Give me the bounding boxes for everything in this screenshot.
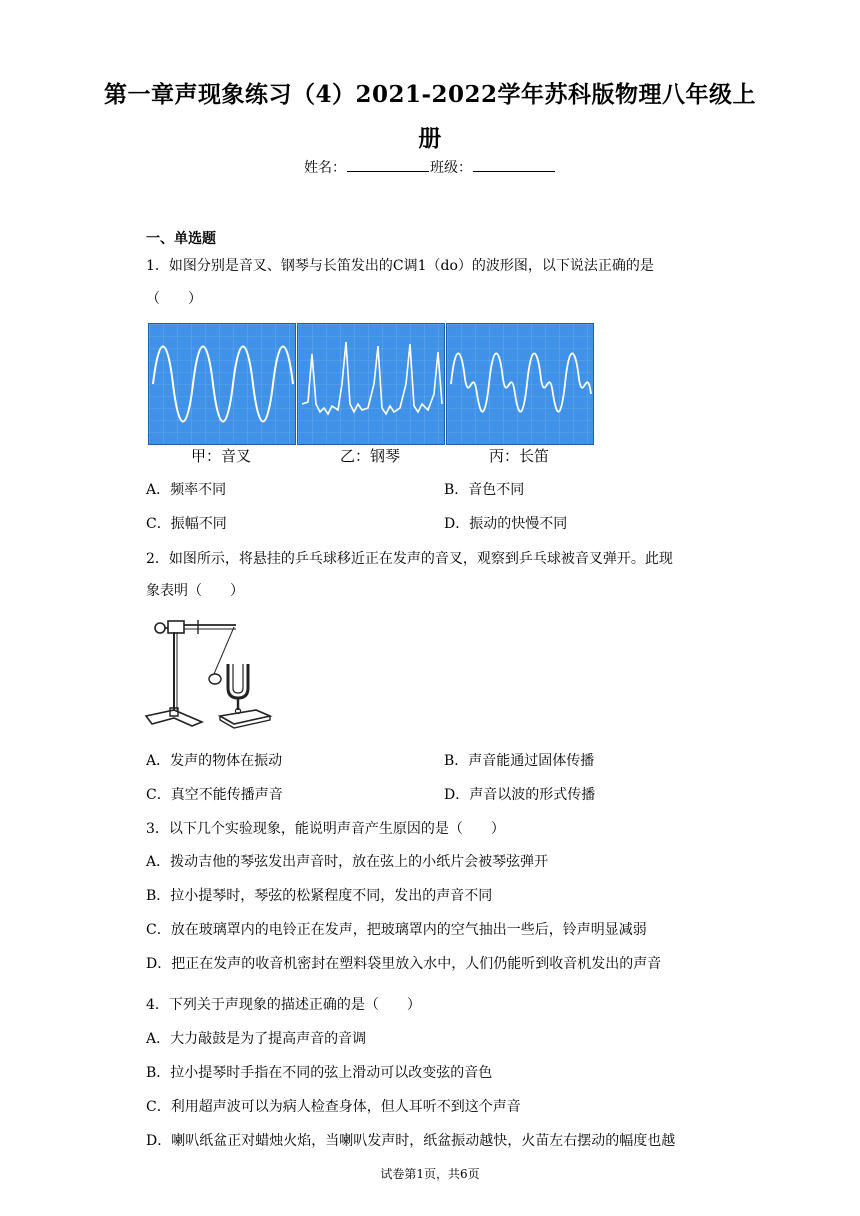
q1-option-c[interactable]: C．振幅不同	[146, 516, 227, 532]
flute-waveform	[447, 324, 593, 444]
exam-title-line2: 册	[418, 125, 442, 152]
page-footer: 试卷第1页，共6页	[380, 1167, 480, 1181]
q3-option-b[interactable]: B．拉小提琴时，琴弦的松紧程度不同，发出的声音不同	[146, 888, 493, 904]
section-heading: 一、单选题	[146, 231, 216, 247]
q1-option-b[interactable]: B．音色不同	[444, 482, 525, 498]
q3-stem: 3．以下几个实验现象，能说明声音产生原因的是（ ）	[146, 821, 505, 837]
exam-title-line1: 第一章声现象练习（4）2021-2022学年苏科版物理八年级上	[103, 81, 757, 108]
tuning-fork-waveform	[149, 324, 295, 444]
tuning-fork-ball-apparatus-figure	[144, 612, 278, 730]
q2-option-b[interactable]: B．声音能通过固体传播	[444, 753, 595, 769]
name-blank[interactable]	[347, 157, 429, 172]
q2-stem-line1: 2．如图所示，将悬挂的乒乓球移近正在发声的音叉，观察到乒乓球被音叉弹开。此现	[146, 551, 673, 567]
q2-stem-line2: 象表明（ ）	[146, 583, 244, 599]
q1-stem-line1: 1．如图分别是音叉、钢琴与长笛发出的C调1（do）的波形图，以下说法正确的是	[146, 258, 654, 274]
q3-option-a[interactable]: A．拨动吉他的琴弦发出声音时，放在弦上的小纸片会被琴弦弹开	[146, 854, 549, 870]
q2-option-c[interactable]: C．真空不能传播声音	[146, 787, 283, 803]
q4-option-d[interactable]: D．喇叭纸盆正对蜡烛火焰，当喇叭发声时，纸盆振动越快，火苗左右摆动的幅度也越	[146, 1133, 676, 1149]
q1-option-d[interactable]: D．振动的快慢不同	[444, 516, 568, 532]
caption-flute: 丙：长笛	[488, 447, 549, 465]
q2-option-d[interactable]: D．声音以波的形式传播	[444, 787, 596, 803]
q1-option-a[interactable]: A．频率不同	[146, 482, 227, 498]
class-label: 班级：	[430, 160, 472, 176]
piano-waveform	[298, 324, 444, 444]
q4-stem: 4．下列关于声现象的描述正确的是（ ）	[146, 997, 421, 1013]
q3-option-d[interactable]: D．把正在发声的收音机密封在塑料袋里放入水中，人们仍能听到收音机发出的声音	[146, 956, 662, 972]
class-blank[interactable]	[473, 157, 555, 172]
q4-option-b[interactable]: B．拉小提琴时手指在不同的弦上滑动可以改变弦的音色	[146, 1065, 493, 1081]
caption-tuning-fork: 甲：音叉	[190, 447, 251, 465]
name-class-line	[0, 157, 860, 177]
q2-option-a[interactable]: A．发声的物体在振动	[146, 753, 283, 769]
q1-stem-line2: （ ）	[146, 291, 202, 307]
q4-option-a[interactable]: A．大力敲鼓是为了提高声音的音调	[146, 1031, 367, 1047]
q3-option-c[interactable]: C．放在玻璃罩内的电铃正在发声，把玻璃罩内的空气抽出一些后，铃声明显减弱	[146, 922, 647, 938]
caption-piano: 乙：钢琴	[339, 447, 400, 465]
name-label: 姓名：	[304, 160, 346, 176]
q4-option-c[interactable]: C．利用超声波可以为病人检查身体，但人耳听不到这个声音	[146, 1099, 521, 1115]
